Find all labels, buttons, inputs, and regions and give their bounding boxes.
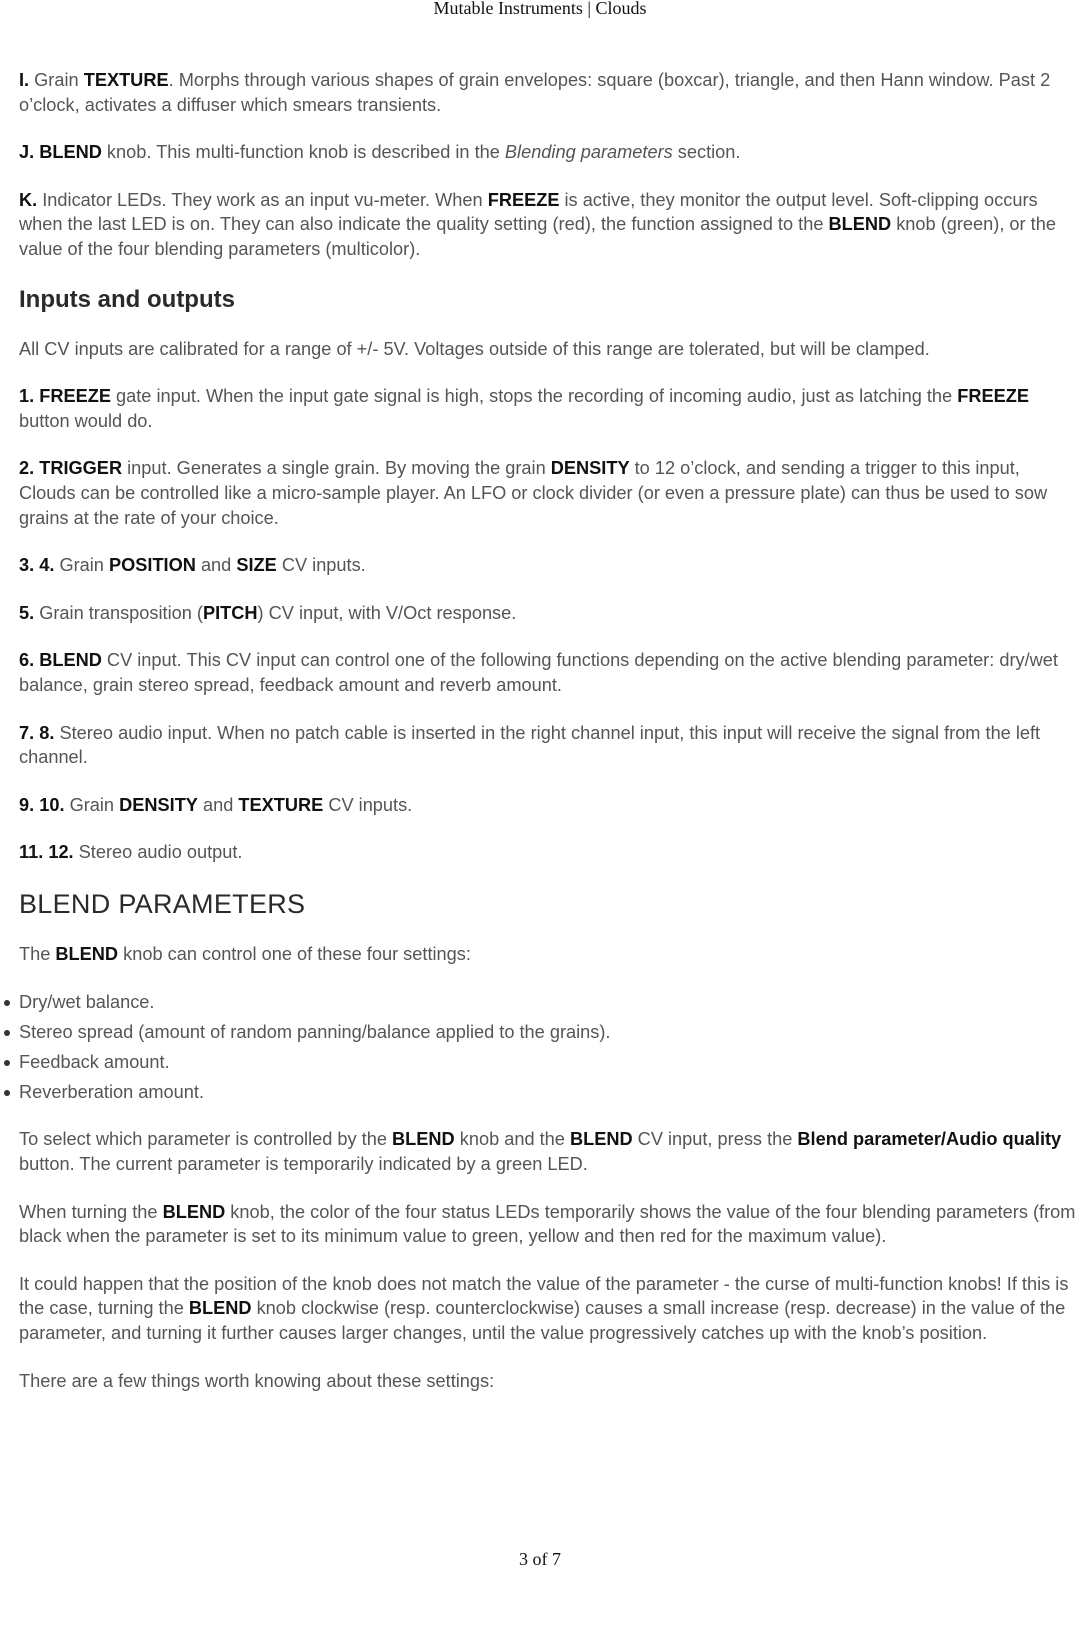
text-run: button. The current parameter is temporarily indicated by a green LED. bbox=[19, 1154, 588, 1175]
paragraph bbox=[19, 337, 1079, 362]
bold-term: DENSITY bbox=[550, 458, 630, 479]
bold-term: PITCH bbox=[202, 602, 258, 623]
text-run: There are a few things worth knowing about these settings: bbox=[19, 1370, 495, 1391]
text-run: knob (green), or the value of the four blending parameters (multicolor). bbox=[19, 214, 1056, 259]
bold-term: 11. 12. bbox=[19, 842, 74, 863]
page-number: 3 of 7 bbox=[519, 1549, 561, 1569]
text-run: CV input. This CV input can control one of the following functions depending on the active blending parameter: dry/wet balance, grain stereo spread, feedback amount and reverb amount. bbox=[19, 650, 1058, 695]
bold-term: DENSITY bbox=[119, 794, 198, 815]
paragraph bbox=[19, 648, 1079, 697]
italic-reference: Blending parameters bbox=[504, 142, 673, 163]
text-run: Stereo audio input. When no patch cable is inserted in the right channel input, this input will receive the signal from the left channel. bbox=[19, 722, 1041, 768]
bold-term: TEXTURE bbox=[83, 70, 169, 90]
text-run: Grain transposition ( bbox=[34, 602, 203, 623]
text-run: CV input, press the bbox=[632, 1129, 798, 1150]
text-run: All CV inputs are calibrated for a range of +/- 5V. Voltages outside of this range are tolerated, but will be clamped. bbox=[19, 338, 930, 359]
bullet-list bbox=[19, 987, 1079, 1107]
bold-term: BLEND bbox=[162, 1201, 226, 1222]
paragraph bbox=[19, 140, 1079, 165]
text-run: knob clockwise (resp. counterclockwise) causes a small increase (resp. decrease) in the value of the parameter, and turning it further causes larger changes, until the value progressively catches up with the knob’s position. bbox=[19, 1298, 1066, 1344]
text-run: knob and the bbox=[454, 1129, 570, 1150]
page-header: Mutable Instruments | Clouds bbox=[433, 0, 647, 18]
bold-term: FREEZE bbox=[487, 189, 560, 210]
text-run: knob, the color of the four status LEDs temporarily shows the value of the four blending parameters (from black when the parameter is set to its minimum value to green, yellow and then red for the maximum value). bbox=[19, 1201, 1076, 1247]
bold-term: 3. 4. bbox=[19, 555, 55, 576]
paragraph bbox=[19, 1200, 1079, 1249]
bold-term: Blend parameter/Audio quality bbox=[797, 1129, 1062, 1150]
bold-term: 9. 10. bbox=[19, 794, 65, 815]
text-run: Inputs and outputs bbox=[19, 285, 235, 313]
bold-term: TEXTURE bbox=[238, 794, 324, 815]
paragraph bbox=[19, 456, 1079, 530]
text-run: The bbox=[19, 943, 56, 964]
text-run: BLEND PARAMETERS bbox=[19, 888, 306, 919]
text-run: It could happen that the position of the knob does not match the value of the parameter - the curse of multi-function knobs! If this is the case, turning the bbox=[19, 1273, 1069, 1319]
text-run: and bbox=[197, 794, 239, 815]
text-run: ) CV input, with V/Oct response. bbox=[257, 602, 517, 623]
paragraph bbox=[19, 942, 1079, 967]
text-run: button would do. bbox=[19, 410, 153, 431]
paragraph bbox=[19, 601, 1079, 626]
paragraph bbox=[19, 721, 1079, 770]
bold-term: I. bbox=[19, 70, 30, 90]
text-run: knob. This multi-function knob is described in the bbox=[101, 142, 505, 163]
bold-term: 6. BLEND bbox=[19, 650, 102, 671]
text-run: section. bbox=[672, 142, 741, 163]
text-run: CV inputs. bbox=[276, 555, 366, 576]
section-heading bbox=[19, 285, 1079, 315]
text-run: input. Generates a single grain. By moving the grain bbox=[122, 458, 551, 479]
text-run: Stereo audio output. bbox=[73, 842, 243, 863]
text-run: Indicator LEDs. They work as an input vu-meter. When bbox=[37, 189, 488, 210]
bold-term: BLEND bbox=[828, 214, 892, 235]
bold-term: FREEZE bbox=[957, 386, 1029, 407]
list-item: Feedback amount. bbox=[19, 1047, 1079, 1077]
text-run: is active, they monitor the output level. Soft-clipping occurs when the last LED is on. They can also indicate the quality setting (red), the function assigned to the bbox=[19, 189, 1038, 235]
text-run: to 12 o’clock, and sending a trigger to this input, Clouds can be controlled like a micro-sample player. An LFO or clock divider (or even a pressure plate) can thus be used to sow grains at the rate of your choice. bbox=[19, 458, 1048, 528]
document-body bbox=[19, 68, 1079, 1416]
paragraph bbox=[19, 1369, 1079, 1394]
list-item: Dry/wet balance. bbox=[19, 987, 1079, 1017]
text-run: gate input. When the input gate signal is high, stops the recording of incoming audio, just as latching the bbox=[110, 386, 958, 407]
section-heading bbox=[19, 888, 1079, 920]
bold-term: BLEND bbox=[188, 1298, 252, 1319]
paragraph bbox=[19, 793, 1079, 818]
bold-term: 7. 8. bbox=[19, 722, 55, 743]
bold-term: BLEND bbox=[569, 1129, 633, 1150]
text-run: and bbox=[195, 555, 237, 576]
text-run: Grain bbox=[29, 70, 84, 90]
bold-term: K. bbox=[19, 189, 38, 210]
text-run: To select which parameter is controlled by the bbox=[19, 1129, 393, 1150]
text-run: Grain bbox=[64, 794, 120, 815]
paragraph bbox=[19, 188, 1079, 262]
text-run: . Morphs through various shapes of grain envelopes: square (boxcar), triangle, and then Hann window. Past 2 o’clock, activates a diffuser which smears transients. bbox=[19, 70, 1051, 115]
text-run: Grain bbox=[54, 555, 109, 576]
bold-term: 1. FREEZE bbox=[19, 386, 111, 407]
bold-term: 5. bbox=[19, 602, 35, 623]
bold-term: POSITION bbox=[108, 555, 196, 576]
bold-term: 2. TRIGGER bbox=[19, 458, 123, 479]
paragraph bbox=[19, 384, 1079, 433]
list-item: Stereo spread (amount of random panning/balance applied to the grains). bbox=[19, 1017, 1079, 1047]
bold-term: BLEND bbox=[55, 943, 119, 964]
paragraph bbox=[19, 553, 1079, 578]
bold-term: SIZE bbox=[236, 555, 277, 576]
paragraph bbox=[19, 1272, 1079, 1346]
paragraph bbox=[19, 68, 1079, 117]
paragraph bbox=[19, 840, 1079, 865]
text-run: CV inputs. bbox=[323, 794, 413, 815]
list-item: Reverberation amount. bbox=[19, 1077, 1079, 1107]
bold-term: BLEND bbox=[392, 1129, 455, 1150]
text-run: When turning the bbox=[19, 1201, 163, 1222]
bold-term: J. BLEND bbox=[19, 142, 102, 163]
text-run: knob can control one of these four settings: bbox=[118, 943, 471, 964]
paragraph bbox=[19, 1127, 1079, 1176]
